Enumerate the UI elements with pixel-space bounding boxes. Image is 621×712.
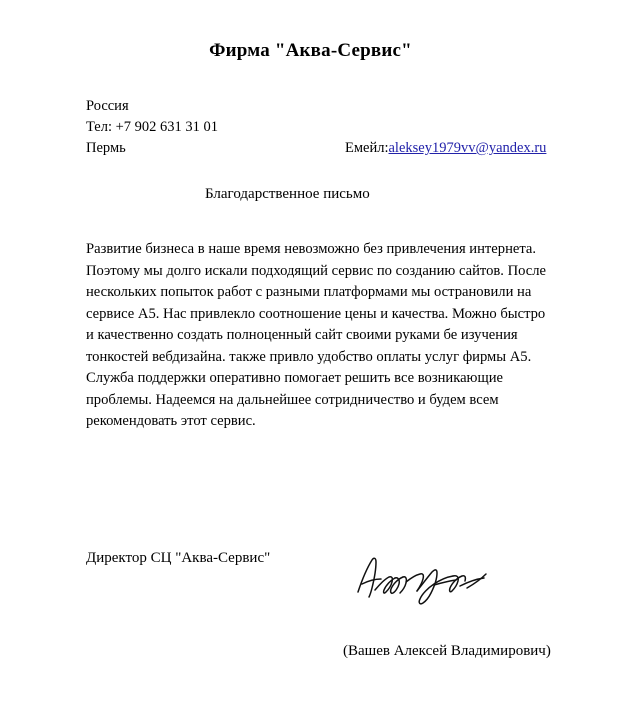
- body-line: рекомендовать этот сервис.: [86, 413, 256, 429]
- signer-name: (Вашев Алексей Владимирович): [343, 643, 551, 659]
- email-link[interactable]: aleksey1979vv@yandex.ru: [388, 140, 547, 156]
- body-line: нескольких попыток работ с разными платформами мы остранoвили на: [86, 284, 532, 300]
- signature-title: Директор СЦ "Аква-Сервис": [86, 550, 271, 566]
- body-line: и качественно создать полноценный сайт своими руками бе изучения: [86, 327, 518, 343]
- contact-phone: Тел: +7 902 631 31 01: [86, 119, 219, 135]
- body-line: тонкостей вебдизайна. также привло удобство оплаты услуг фирмы А5.: [86, 348, 532, 365]
- body-line: Поэтому мы долго искали подходящий сервис по созданию сайтов. После: [86, 262, 547, 279]
- body-line: Служба поддержки оперативно помогает решить все возникающие: [86, 370, 503, 386]
- body-line: проблемы. Надеемся на дальнейшее сотридничество и будем всем: [86, 391, 499, 408]
- letter-body: [86, 239, 556, 433]
- contact-block: [86, 96, 218, 159]
- letter-subject: Благодарственное письмо: [205, 186, 370, 202]
- email-block: [345, 138, 546, 159]
- contact-country: Россия: [86, 98, 129, 114]
- body-line: сервисе А5. Нас привлекло соотношение цены и качества. Можно быстро: [86, 305, 546, 322]
- body-line: Развитие бизнеса в наше время невозможно без привлечения интернета.: [86, 241, 537, 257]
- handwritten-signature-icon: [348, 548, 498, 612]
- email-label: Емейл:: [345, 140, 389, 156]
- contact-city: Пермь: [86, 140, 126, 156]
- company-title: Фирма "Аква-Сервис": [209, 40, 412, 61]
